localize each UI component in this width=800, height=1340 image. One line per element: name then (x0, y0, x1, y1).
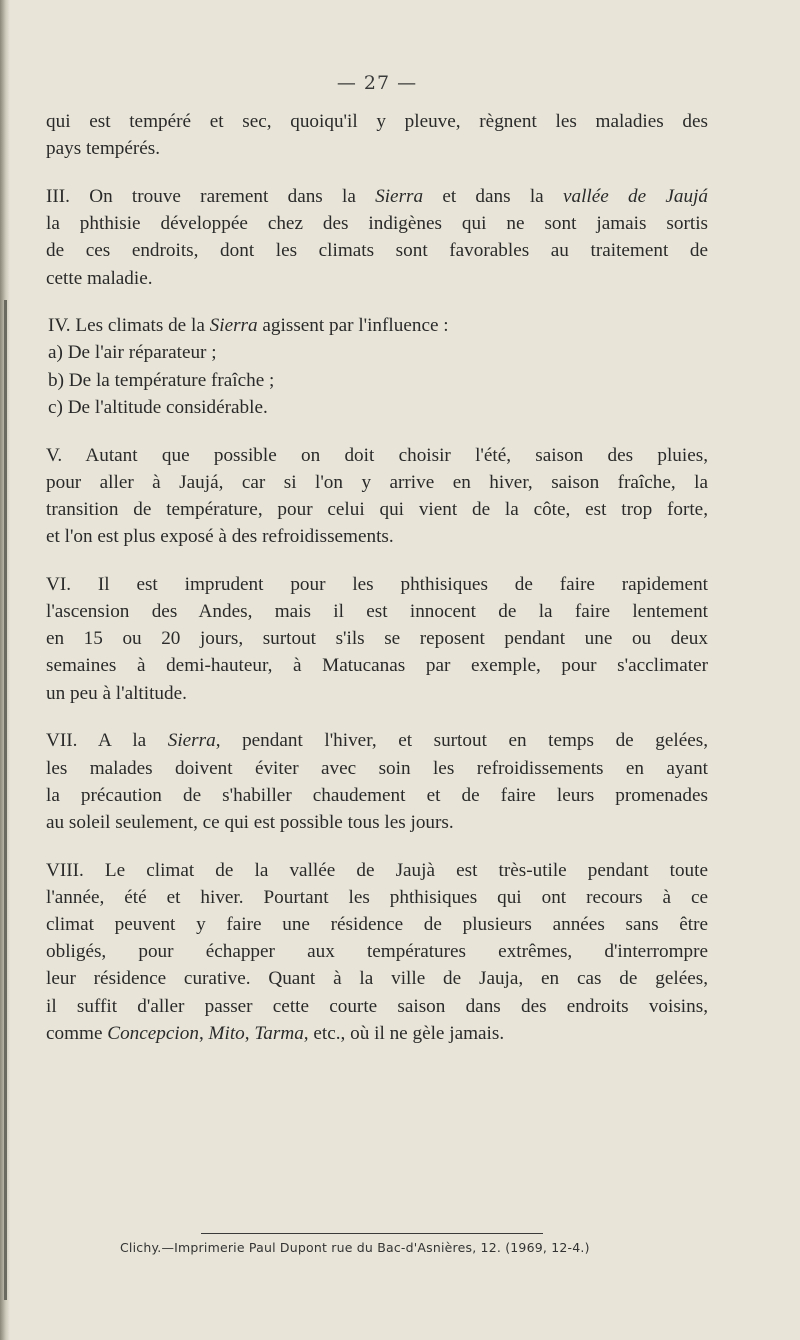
text-line: IV. Les climats de la Sierra agissent par l'influence : (48, 315, 449, 337)
paragraph (46, 108, 708, 162)
paragraph (46, 857, 708, 1047)
text-line: climat peuvent y faire une résidence de plusieurs années sans être (46, 914, 708, 936)
text-line: pays tempérés. (46, 138, 161, 160)
paragraph (46, 442, 708, 551)
text-line: la phthisie développée chez des indigènes qui ne sont jamais sortis (46, 213, 708, 235)
text-line: pour aller à Jaujá, car si l'on y arrive en hiver, saison fraîche, la (46, 471, 708, 493)
text-line: l'année, été et hiver. Pourtant les phthisiques qui ont recours à ce (46, 886, 708, 908)
printer-imprint: Clichy.—Imprimerie Paul Dupont rue du Bac-d'Asnières, 12. (1969, 12-4.) (120, 1240, 590, 1255)
body-text (46, 108, 708, 1068)
text-line: de ces endroits, dont les climats sont favorables au traitement de (46, 240, 708, 262)
text-line: au soleil seulement, ce qui est possible tous les jours. (46, 811, 454, 833)
footer-rule (201, 1233, 543, 1234)
text-line: il suffit d'aller passer cette courte saison dans des endroits voisins, (46, 995, 708, 1017)
document-page (46, 0, 708, 1340)
text-line: VIII. Le climat de la vallée de Jaujà est très-utile pendant toute (46, 859, 708, 881)
text-line: leur résidence curative. Quant à la ville de Jauja, en cas de gelées, (46, 968, 708, 990)
text-line: qui est tempéré et sec, quoiqu'il y pleuve, règnent les maladies des (46, 111, 708, 132)
paragraph (46, 312, 708, 421)
text-line: cette maladie. (46, 267, 153, 289)
paragraph (46, 183, 708, 292)
text-line: un peu à l'altitude. (46, 682, 187, 704)
paragraph (46, 727, 708, 836)
text-line: V. Autant que possible on doit choisir l'été, saison des pluies, (46, 444, 708, 466)
text-line: l'ascension des Andes, mais il est innocent de la faire lentement (46, 601, 708, 623)
text-line: transition de température, pour celui qui vient de la côte, est trop forte, (46, 498, 708, 520)
text-line: VII. A la Sierra, pendant l'hiver, et surtout en temps de gelées, (46, 730, 708, 752)
page-binding-shadow (4, 300, 7, 1300)
text-line: les malades doivent éviter avec soin les refroidissements en ayant (46, 757, 708, 779)
text-line: a) De l'air réparateur ; (48, 342, 217, 364)
text-line: la précaution de s'habiller chaudement et de faire leurs promenades (46, 784, 708, 806)
text-line: III. On trouve rarement dans la Sierra et dans la vallée de Jaujá (46, 185, 708, 207)
text-line: obligés, pour échapper aux températures extrêmes, d'interrompre (46, 941, 708, 963)
page-number: — 27 — (336, 72, 418, 94)
text-line: comme Concepcion, Mito, Tarma, etc., où il ne gèle jamais. (46, 1022, 505, 1044)
text-line: b) De la température fraîche ; (48, 369, 275, 391)
text-line: et l'on est plus exposé à des refroidissements. (46, 526, 394, 548)
text-line: c) De l'altitude considérable. (48, 396, 268, 418)
text-line: en 15 ou 20 jours, surtout s'ils se reposent pendant une ou deux (46, 628, 708, 650)
text-line: semaines à demi-hauteur, à Matucanas par exemple, pour s'acclimater (46, 655, 708, 677)
paragraph (46, 571, 708, 707)
text-line: VI. Il est imprudent pour les phthisiques de faire rapidement (46, 573, 708, 595)
